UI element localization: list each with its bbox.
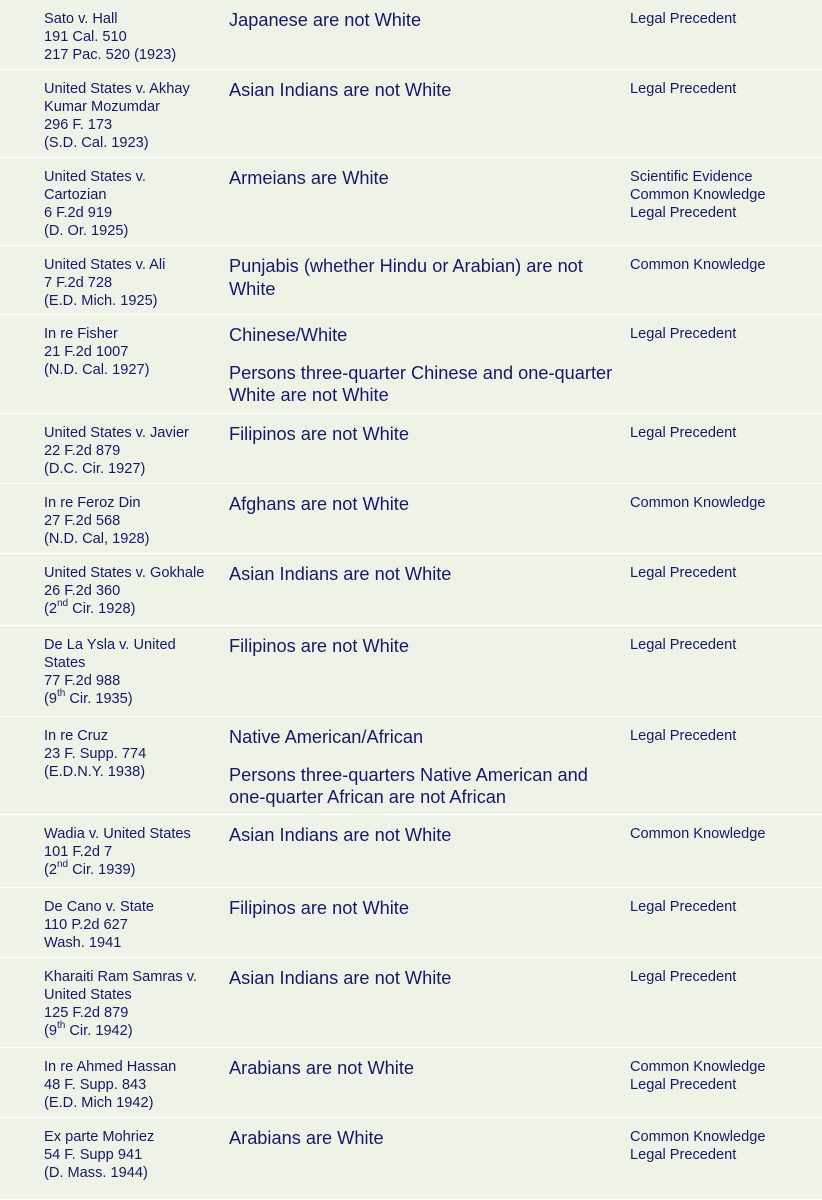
- citation-text: Wash. 1941: [44, 935, 122, 951]
- holding-paragraph: Asian Indians are not White: [229, 968, 452, 988]
- rationale-cell: [630, 636, 820, 654]
- rationale-cell: [630, 10, 820, 28]
- citation-text: (D.C. Cir. 1927): [44, 461, 146, 477]
- holding-paragraph: Japanese are not White: [229, 10, 422, 30]
- citation-line: [44, 325, 214, 343]
- table-row: [0, 888, 822, 958]
- citation-line: [44, 916, 214, 934]
- citation-text: United States v. Gokhale: [44, 565, 205, 581]
- holding-text: [229, 967, 619, 990]
- citation-text: Cir. 1939): [68, 862, 136, 878]
- table-row: [0, 315, 822, 414]
- rationale-item: Legal Precedent: [630, 1077, 737, 1093]
- citation-line: [44, 672, 214, 690]
- table-row: [0, 626, 822, 717]
- citation-line: [44, 28, 214, 46]
- citation-line: [44, 168, 214, 186]
- case-citation: [44, 80, 214, 152]
- citation-line: [44, 274, 214, 292]
- citation-line: [44, 442, 214, 460]
- citation-text: 101 F.2d 7: [44, 844, 113, 860]
- holding-paragraph: Asian Indians are not White: [229, 564, 452, 584]
- rationale-cell: [630, 898, 820, 916]
- citation-text: United States v.: [44, 169, 146, 185]
- table-row: [0, 958, 822, 1048]
- citation-line: [44, 763, 214, 781]
- citation-text: (E.D. Mich 1942): [44, 1095, 154, 1111]
- citation-text: Kumar Mozumdar: [44, 99, 160, 115]
- citation-line: [44, 727, 214, 745]
- citation-text: Cir. 1942): [65, 1023, 133, 1039]
- case-citation: [44, 168, 214, 240]
- holding-paragraph: Native American/African: [229, 727, 424, 747]
- rationale-cell: [630, 168, 820, 222]
- citation-line: [44, 512, 214, 530]
- holding-paragraph: Filipinos are not White: [229, 898, 409, 918]
- holding-paragraph: Arabians are White: [229, 1128, 384, 1148]
- citation-text: 21 F.2d 1007: [44, 344, 129, 360]
- holding-paragraph: Filipinos are not White: [229, 424, 409, 444]
- rationale-cell: [630, 1058, 820, 1094]
- table-row: [0, 70, 822, 158]
- rationale-item: Legal Precedent: [630, 637, 737, 653]
- rationale-item: Legal Precedent: [630, 326, 737, 342]
- citation-line: [44, 861, 214, 879]
- citation-text: Sato v. Hall: [44, 11, 118, 27]
- case-citation: [44, 10, 214, 64]
- citation-text: (D. Mass. 1944): [44, 1165, 148, 1181]
- citation-line: [44, 530, 214, 548]
- rationale-item: Legal Precedent: [630, 728, 737, 744]
- citation-text: 296 F. 173: [44, 117, 113, 133]
- rationale-item: Legal Precedent: [630, 81, 737, 97]
- ordinal-suffix: th: [56, 1020, 66, 1032]
- holding-text: [229, 167, 619, 190]
- citation-line: [44, 204, 214, 222]
- case-citation: [44, 1128, 214, 1182]
- citation-line: [44, 745, 214, 763]
- rationale-cell: [630, 424, 820, 442]
- holding-paragraph: Arabians are not White: [229, 1058, 415, 1078]
- table-row: [0, 1048, 822, 1118]
- rationale-cell: [630, 1128, 820, 1164]
- table-row: [0, 1118, 822, 1200]
- citation-line: [44, 292, 214, 310]
- citation-line: [44, 690, 214, 708]
- table-row: [0, 554, 822, 626]
- rationale-item: Legal Precedent: [630, 565, 737, 581]
- citation-text: 217 Pac. 520 (1923): [44, 47, 177, 63]
- citation-text: (9: [44, 1023, 57, 1039]
- rationale-cell: [630, 727, 820, 745]
- rationale-cell: [630, 494, 820, 512]
- citation-line: [44, 134, 214, 152]
- case-citation: [44, 968, 214, 1040]
- citation-text: Cir. 1928): [68, 601, 136, 617]
- citation-text: Wadia v. United States: [44, 826, 191, 842]
- rationale-item: Legal Precedent: [630, 425, 737, 441]
- citation-line: [44, 1058, 214, 1076]
- rationale-item: Common Knowledge: [630, 495, 766, 511]
- citation-line: [44, 825, 214, 843]
- citation-line: [44, 494, 214, 512]
- case-citation: [44, 424, 214, 478]
- holding-text: [229, 824, 619, 847]
- rationale-item: Legal Precedent: [630, 899, 737, 915]
- case-citation: [44, 636, 214, 708]
- citation-line: [44, 1076, 214, 1094]
- holding-text: [229, 726, 619, 809]
- rationale-item: Common Knowledge: [630, 826, 766, 842]
- citation-text: 23 F. Supp. 774: [44, 746, 147, 762]
- citation-line: [44, 1164, 214, 1182]
- holding-text: [229, 563, 619, 586]
- citation-line: [44, 116, 214, 134]
- citation-line: [44, 10, 214, 28]
- holding-text: [229, 9, 619, 32]
- citation-text: 110 P.2d 627: [44, 917, 128, 933]
- case-citation: [44, 727, 214, 781]
- citation-line: [44, 654, 214, 672]
- citation-text: (9: [44, 691, 57, 707]
- case-citation: [44, 494, 214, 548]
- citation-text: 22 F.2d 879: [44, 443, 121, 459]
- citation-line: [44, 1022, 214, 1040]
- citation-line: [44, 1128, 214, 1146]
- citation-line: [44, 361, 214, 379]
- holding-text: [229, 493, 619, 516]
- holding-paragraph: Punjabis (whether Hindu or Arabian) are not White: [229, 256, 583, 299]
- citation-line: [44, 343, 214, 361]
- holding-paragraph: Filipinos are not White: [229, 636, 409, 656]
- citation-line: [44, 843, 214, 861]
- citation-text: In re Ahmed Hassan: [44, 1059, 177, 1075]
- citation-line: [44, 460, 214, 478]
- rationale-item: Legal Precedent: [630, 969, 737, 985]
- holding-text: [229, 897, 619, 920]
- citation-line: [44, 636, 214, 654]
- ordinal-suffix: nd: [56, 598, 69, 610]
- citation-line: [44, 424, 214, 442]
- rationale-cell: [630, 564, 820, 582]
- citation-line: [44, 582, 214, 600]
- citation-line: [44, 1094, 214, 1112]
- citation-text: In re Fisher: [44, 326, 118, 342]
- rationale-item: Scientific Evidence: [630, 169, 753, 185]
- citation-text: Ex parte Mohriez: [44, 1129, 155, 1145]
- rationale-cell: [630, 325, 820, 343]
- citation-text: (D. Or. 1925): [44, 223, 129, 239]
- citation-line: [44, 968, 214, 986]
- rationale-item: Legal Precedent: [630, 11, 737, 27]
- citation-text: (2: [44, 601, 57, 617]
- citation-text: 191 Cal. 510: [44, 29, 127, 45]
- citation-text: 27 F.2d 568: [44, 513, 121, 529]
- table-row: [0, 158, 822, 246]
- rationale-cell: [630, 825, 820, 843]
- holding-text: [229, 324, 619, 407]
- rationale-item: Common Knowledge: [630, 1059, 766, 1075]
- rationale-item: Common Knowledge: [630, 257, 766, 273]
- citation-text: (N.D. Cal, 1928): [44, 531, 150, 547]
- holding-paragraph: Asian Indians are not White: [229, 80, 452, 100]
- citation-text: (2: [44, 862, 57, 878]
- citation-text: Cartozian: [44, 187, 107, 203]
- citation-text: 54 F. Supp 941: [44, 1147, 143, 1163]
- rationale-item: Legal Precedent: [630, 205, 737, 221]
- holding-paragraph: Persons three-quarters Native American and one-quarter African are not African: [229, 764, 588, 807]
- ordinal-suffix: th: [56, 688, 66, 700]
- case-citation: [44, 898, 214, 952]
- citation-text: 26 F.2d 360: [44, 583, 121, 599]
- table-row: [0, 815, 822, 888]
- holding-paragraph: Chinese/White: [229, 325, 348, 345]
- holding-text: [229, 1127, 619, 1150]
- citation-line: [44, 98, 214, 116]
- citation-text: States: [44, 655, 86, 671]
- citation-line: [44, 1004, 214, 1022]
- case-citation: [44, 256, 214, 310]
- rationale-item: Common Knowledge: [630, 187, 766, 203]
- citation-text: United States v. Akhay: [44, 81, 190, 97]
- table-row: [0, 717, 822, 815]
- citation-text: In re Cruz: [44, 728, 109, 744]
- case-citation: [44, 1058, 214, 1112]
- holding-text: [229, 423, 619, 446]
- table-row: [0, 246, 822, 315]
- citation-line: [44, 986, 214, 1004]
- citation-text: (E.D.N.Y. 1938): [44, 764, 146, 780]
- table-row: [0, 0, 822, 70]
- holding-paragraph: Persons three-quarter Chinese and one-quarter White are not White: [229, 362, 613, 405]
- citation-text: 48 F. Supp. 843: [44, 1077, 147, 1093]
- citation-text: 6 F.2d 919: [44, 205, 113, 221]
- case-citation: [44, 325, 214, 379]
- citation-text: De Cano v. State: [44, 899, 155, 915]
- rationale-cell: [630, 80, 820, 98]
- citation-text: United States v. Ali: [44, 257, 166, 273]
- citation-line: [44, 1146, 214, 1164]
- citation-line: [44, 256, 214, 274]
- holding-text: [229, 635, 619, 658]
- case-citation: [44, 825, 214, 879]
- holding-paragraph: Armeians are White: [229, 168, 389, 188]
- holding-paragraph: Afghans are not White: [229, 494, 409, 514]
- citation-line: [44, 564, 214, 582]
- citation-line: [44, 600, 214, 618]
- citation-text: (N.D. Cal. 1927): [44, 362, 150, 378]
- citation-text: (E.D. Mich. 1925): [44, 293, 158, 309]
- citation-text: In re Feroz Din: [44, 495, 141, 511]
- citation-line: [44, 46, 214, 64]
- citation-text: Kharaiti Ram Samras v.: [44, 969, 198, 985]
- case-citation: [44, 564, 214, 618]
- citation-line: [44, 80, 214, 98]
- rationale-cell: [630, 256, 820, 274]
- citation-line: [44, 934, 214, 952]
- citation-text: United States v. Javier: [44, 425, 189, 441]
- holding-text: [229, 79, 619, 102]
- citation-text: 7 F.2d 728: [44, 275, 113, 291]
- citation-text: 77 F.2d 988: [44, 673, 121, 689]
- holding-paragraph: Asian Indians are not White: [229, 825, 452, 845]
- citation-text: De La Ysla v. United: [44, 637, 176, 653]
- citation-line: [44, 222, 214, 240]
- holding-text: [229, 255, 619, 300]
- citation-line: [44, 186, 214, 204]
- ordinal-suffix: nd: [56, 859, 69, 871]
- rationale-item: Common Knowledge: [630, 1129, 766, 1145]
- holding-text: [229, 1057, 619, 1080]
- rationale-cell: [630, 968, 820, 986]
- citation-text: Cir. 1935): [65, 691, 133, 707]
- table-row: [0, 484, 822, 554]
- citation-text: (S.D. Cal. 1923): [44, 135, 149, 151]
- rationale-item: Legal Precedent: [630, 1147, 737, 1163]
- citation-text: 125 F.2d 879: [44, 1005, 129, 1021]
- citation-text: United States: [44, 987, 132, 1003]
- citation-line: [44, 898, 214, 916]
- table-row: [0, 414, 822, 484]
